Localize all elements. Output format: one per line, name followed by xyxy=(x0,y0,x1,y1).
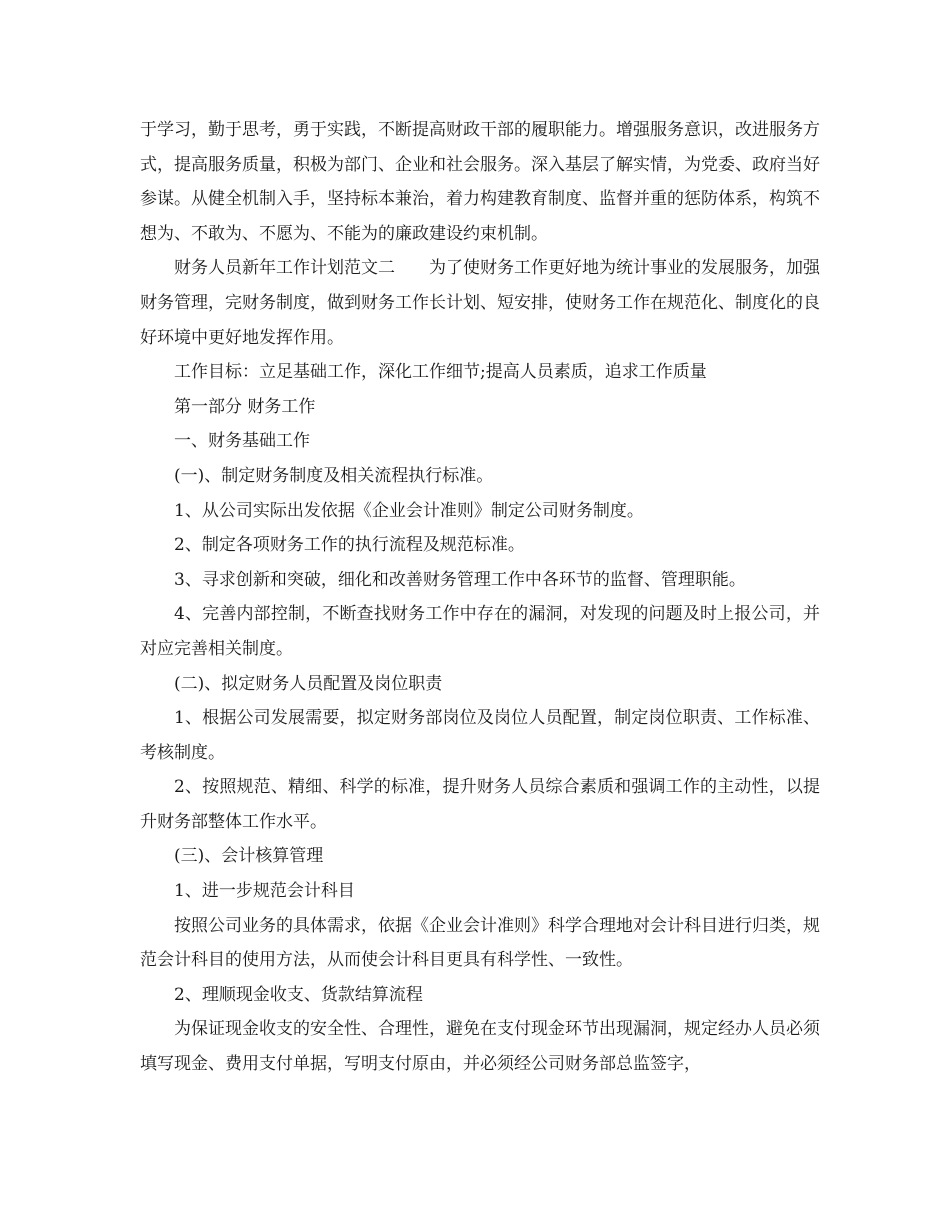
list-item: 4、完善内部控制，不断查找财务工作中存在的漏洞，对发现的问题及时上报公司，并对应完善相关制度。 xyxy=(140,604,820,659)
document-body xyxy=(140,113,820,1082)
paragraph-text: 为了使财务工作更好地为统计事业的发展服务，加强财务管理，完财务制度，做到财务工作长计划、短安排，使财务工作在规范化、制度化的良好环境中更好地发挥作用。 xyxy=(140,258,820,348)
list-item: 2、理顺现金收支、货款结算流程 xyxy=(174,984,423,1005)
paragraph-with-title xyxy=(140,251,820,355)
list-item: 2、按照规范、精细、科学的标准，提升财务人员综合素质和强调工作的主动性，以提升财务部整体工作水平。 xyxy=(140,777,820,832)
paragraph: 为保证现金收支的安全性、合理性，避免在支付现金环节出现漏洞，规定经办人员必须填写现金、费用支付单据，写明支付原由，并必须经公司财务部总监签字， xyxy=(140,1019,820,1075)
subsection-heading: (一)、制定财务制度及相关流程执行标准。 xyxy=(174,465,494,486)
paragraph: 工作目标：立足基础工作，深化工作细节;提高人员素质，追求工作质量 xyxy=(174,362,707,383)
list-item: 1、从公司实际出发依据《企业会计准则》制定公司财务制度。 xyxy=(174,500,644,521)
list-item: 3、寻求创新和突破，细化和改善财务管理工作中各环节的监督、管理职能。 xyxy=(174,569,746,590)
list-item: 2、制定各项财务工作的执行流程及规范标准。 xyxy=(174,535,525,556)
list-item: 1、根据公司发展需要，拟定财务部岗位及岗位人员配置，制定岗位职责、工作标准、考核制度。 xyxy=(140,708,820,763)
paragraph: 于学习，勤于思考，勇于实践，不断提高财政干部的履职能力。增强服务意识，改进服务方式，提高服务质量，积极为部门、企业和社会服务。深入基层了解实情，为党委、政府当好参谋。从健全机制入手，坚持标本兼治，着力构建教育制度、监督并重的惩防体系，构筑不想为、不敢为、不愿为、不能为的廉政建设约束机制。 xyxy=(140,120,820,244)
paragraph: 按照公司业务的具体需求，依据《企业会计准则》科学合理地对会计科目进行归类，规范会计科目的使用方法，从而使会计科目更具有科学性、一致性。 xyxy=(140,915,820,971)
subsection-heading: (三)、会计核算管理 xyxy=(174,846,324,867)
part-heading: 第一部分 财务工作 xyxy=(174,396,316,417)
section-heading: 一、财务基础工作 xyxy=(174,431,310,452)
section-title: 财务人员新年工作计划范文二 xyxy=(174,258,395,279)
list-item: 1、进一步规范会计科目 xyxy=(174,881,355,902)
subsection-heading: (二)、拟定财务人员配置及岗位职责 xyxy=(174,673,443,694)
